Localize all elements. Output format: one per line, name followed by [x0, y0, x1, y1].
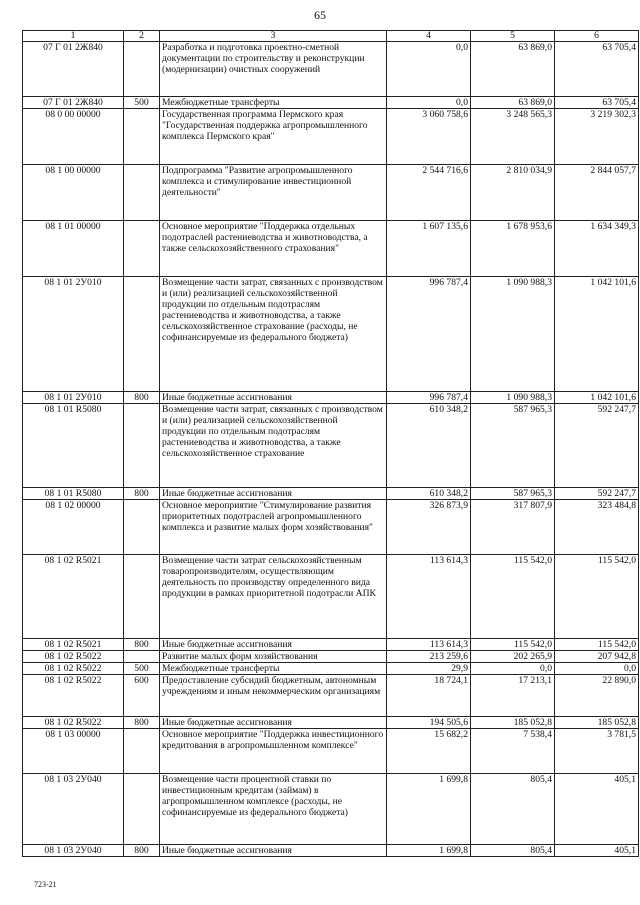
- amount-col-6: 0,0: [555, 663, 639, 675]
- table-row: [23, 392, 639, 404]
- target-article-code: 08 1 00 00000: [23, 165, 124, 221]
- amount-col-4: 29,9: [387, 663, 471, 675]
- table-row: [23, 221, 639, 277]
- expense-type-code: 800: [124, 845, 160, 857]
- table-row: [23, 729, 639, 774]
- expense-type-code: [124, 109, 160, 165]
- column-header-4: 4: [387, 31, 471, 42]
- item-name: Государственная программа Пермского края "Государственная поддержка агропромышленного комплекса Пермского края": [160, 109, 387, 165]
- amount-col-5: 317 807,9: [471, 500, 555, 555]
- target-article-code: 08 1 03 2У040: [23, 845, 124, 857]
- amount-col-5: 1 678 953,6: [471, 221, 555, 277]
- table-body: [23, 42, 639, 857]
- item-name: Межбюджетные трансферты: [160, 663, 387, 675]
- amount-col-4: 610 348,2: [387, 488, 471, 500]
- budget-table: [22, 30, 639, 857]
- table-row: [23, 404, 639, 488]
- amount-col-6: 115 542,0: [555, 555, 639, 639]
- amount-col-6: 592 247,7: [555, 488, 639, 500]
- target-article-code: 08 1 02 R5021: [23, 639, 124, 651]
- column-header-2: 2: [124, 31, 160, 42]
- amount-col-4: 1 699,8: [387, 774, 471, 845]
- amount-col-5: 7 538,4: [471, 729, 555, 774]
- amount-col-4: 996 787,4: [387, 277, 471, 392]
- amount-col-6: 63 705,4: [555, 42, 639, 97]
- item-name: Иные бюджетные ассигнования: [160, 488, 387, 500]
- target-article-code: 08 1 02 R5022: [23, 651, 124, 663]
- item-name: Иные бюджетные ассигнования: [160, 717, 387, 729]
- expense-type-code: 600: [124, 675, 160, 717]
- column-header-1: 1: [23, 31, 124, 42]
- table-row: [23, 488, 639, 500]
- target-article-code: 08 1 03 2У040: [23, 774, 124, 845]
- item-name: Возмещение части процентной ставки по инвестиционным кредитам (займам) в агропромышленном комплексе (расходы, не софинансируемые из федерального бюджета): [160, 774, 387, 845]
- target-article-code: 08 1 02 R5022: [23, 663, 124, 675]
- expense-type-code: [124, 774, 160, 845]
- target-article-code: 08 1 02 00000: [23, 500, 124, 555]
- target-article-code: 08 1 01 00000: [23, 221, 124, 277]
- amount-col-4: 194 505,6: [387, 717, 471, 729]
- item-name: Основное мероприятие "Стимулирование развития приоритетных подотраслей агропромышленного комплекса и развитие малых форм хозяйствования": [160, 500, 387, 555]
- amount-col-6: 185 052,8: [555, 717, 639, 729]
- table-row: [23, 277, 639, 392]
- amount-col-6: 405,1: [555, 774, 639, 845]
- amount-col-4: 213 259,6: [387, 651, 471, 663]
- amount-col-5: 0,0: [471, 663, 555, 675]
- target-article-code: 08 1 01 R5080: [23, 488, 124, 500]
- table-row: [23, 717, 639, 729]
- item-name: Развитие малых форм хозяйствования: [160, 651, 387, 663]
- amount-col-4: 1 607 135,6: [387, 221, 471, 277]
- amount-col-6: 63 705,4: [555, 97, 639, 109]
- amount-col-4: 113 614,3: [387, 555, 471, 639]
- amount-col-6: 3 781,5: [555, 729, 639, 774]
- table-row: [23, 555, 639, 639]
- table-row: [23, 165, 639, 221]
- table-row: [23, 651, 639, 663]
- amount-col-5: 115 542,0: [471, 639, 555, 651]
- item-name: Межбюджетные трансферты: [160, 97, 387, 109]
- amount-col-5: 2 810 034,9: [471, 165, 555, 221]
- item-name: Разработка и подготовка проектно-сметной документации по строительству и реконструкции (модернизации) очистных сооружений: [160, 42, 387, 97]
- amount-col-6: 323 484,8: [555, 500, 639, 555]
- amount-col-4: 2 544 716,6: [387, 165, 471, 221]
- expense-type-code: 500: [124, 663, 160, 675]
- column-header-5: 5: [471, 31, 555, 42]
- amount-col-4: 326 873,9: [387, 500, 471, 555]
- amount-col-6: 22 890,0: [555, 675, 639, 717]
- expense-type-code: [124, 404, 160, 488]
- amount-col-6: 592 247,7: [555, 404, 639, 488]
- expense-type-code: [124, 500, 160, 555]
- expense-type-code: 800: [124, 639, 160, 651]
- amount-col-5: 115 542,0: [471, 555, 555, 639]
- item-name: Предоставление субсидий бюджетным, автономным учреждениям и иным некоммерческим организациям: [160, 675, 387, 717]
- item-name: Иные бюджетные ассигнования: [160, 392, 387, 404]
- amount-col-5: 17 213,1: [471, 675, 555, 717]
- amount-col-5: 185 052,8: [471, 717, 555, 729]
- amount-col-6: 405,1: [555, 845, 639, 857]
- amount-col-4: 113 614,3: [387, 639, 471, 651]
- expense-type-code: [124, 729, 160, 774]
- table-row: [23, 639, 639, 651]
- target-article-code: 07 Г 01 2Ж840: [23, 42, 124, 97]
- table-row: [23, 675, 639, 717]
- target-article-code: 08 1 01 2У010: [23, 277, 124, 392]
- expense-type-code: [124, 651, 160, 663]
- column-header-6: 6: [555, 31, 639, 42]
- table-row: [23, 97, 639, 109]
- amount-col-4: 1 699,8: [387, 845, 471, 857]
- amount-col-5: 1 090 988,3: [471, 392, 555, 404]
- amount-col-5: 63 869,0: [471, 97, 555, 109]
- amount-col-5: 587 965,3: [471, 488, 555, 500]
- amount-col-6: 115 542,0: [555, 639, 639, 651]
- item-name: Иные бюджетные ассигнования: [160, 845, 387, 857]
- amount-col-4: 996 787,4: [387, 392, 471, 404]
- amount-col-4: 3 060 758,6: [387, 109, 471, 165]
- amount-col-4: 18 724,1: [387, 675, 471, 717]
- amount-col-6: 2 844 057,7: [555, 165, 639, 221]
- amount-col-5: 3 248 565,3: [471, 109, 555, 165]
- document-code: 723-21: [34, 880, 57, 889]
- amount-col-5: 202 265,9: [471, 651, 555, 663]
- item-name: Основное мероприятие "Поддержка отдельных подотраслей растениеводства и животноводства, а также сельскохозяйственного страхования": [160, 221, 387, 277]
- expense-type-code: 500: [124, 97, 160, 109]
- amount-col-5: 805,4: [471, 845, 555, 857]
- amount-col-5: 63 869,0: [471, 42, 555, 97]
- table-row: [23, 42, 639, 97]
- amount-col-6: 207 942,8: [555, 651, 639, 663]
- expense-type-code: 800: [124, 488, 160, 500]
- target-article-code: 08 1 02 R5022: [23, 717, 124, 729]
- target-article-code: 08 1 02 R5021: [23, 555, 124, 639]
- amount-col-5: 587 965,3: [471, 404, 555, 488]
- item-name: Возмещение части затрат, связанных с производством и (или) реализацией сельскохозяйственной продукции по отдельным подотраслям растениеводства и животноводства, а также сельскохозяйственное страхование: [160, 404, 387, 488]
- table-row: [23, 663, 639, 675]
- header-row: [23, 31, 639, 42]
- amount-col-6: 1 042 101,6: [555, 392, 639, 404]
- item-name: Подпрограмма "Развитие агропромышленного комплекса и стимулирование инвестиционной деятельности": [160, 165, 387, 221]
- amount-col-4: 0,0: [387, 97, 471, 109]
- target-article-code: 08 1 02 R5022: [23, 675, 124, 717]
- item-name: Основное мероприятие "Поддержка инвестиционного кредитования в агропромышленном комплексе": [160, 729, 387, 774]
- expense-type-code: [124, 221, 160, 277]
- table-row: [23, 500, 639, 555]
- item-name: Иные бюджетные ассигнования: [160, 639, 387, 651]
- table-row: [23, 109, 639, 165]
- target-article-code: 08 0 00 00000: [23, 109, 124, 165]
- page-number: 65: [314, 8, 326, 22]
- amount-col-4: 610 348,2: [387, 404, 471, 488]
- target-article-code: 08 1 03 00000: [23, 729, 124, 774]
- column-header-3: 3: [160, 31, 387, 42]
- target-article-code: 08 1 01 2У010: [23, 392, 124, 404]
- expense-type-code: [124, 42, 160, 97]
- expense-type-code: [124, 165, 160, 221]
- item-name: Возмещение части затрат сельскохозяйственным товаропроизводителям, осуществляющим деятельность по производству определенного вида продукции в рамках приоритетной подотрасли АПК: [160, 555, 387, 639]
- expense-type-code: 800: [124, 717, 160, 729]
- expense-type-code: 800: [124, 392, 160, 404]
- amount-col-6: 3 219 302,3: [555, 109, 639, 165]
- table-row: [23, 774, 639, 845]
- expense-type-code: [124, 555, 160, 639]
- table-row: [23, 845, 639, 857]
- item-name: Возмещение части затрат, связанных с производством и (или) реализацией сельскохозяйственной продукции по отдельным подотраслям растениеводства и животноводства, а также сельскохозяйственное страхование (расходы, не софинансируемые из федерального бюджета): [160, 277, 387, 392]
- amount-col-5: 1 090 988,3: [471, 277, 555, 392]
- expense-type-code: [124, 277, 160, 392]
- target-article-code: 07 Г 01 2Ж840: [23, 97, 124, 109]
- amount-col-6: 1 634 349,3: [555, 221, 639, 277]
- target-article-code: 08 1 01 R5080: [23, 404, 124, 488]
- amount-col-4: 15 682,2: [387, 729, 471, 774]
- amount-col-4: 0,0: [387, 42, 471, 97]
- amount-col-5: 805,4: [471, 774, 555, 845]
- amount-col-6: 1 042 101,6: [555, 277, 639, 392]
